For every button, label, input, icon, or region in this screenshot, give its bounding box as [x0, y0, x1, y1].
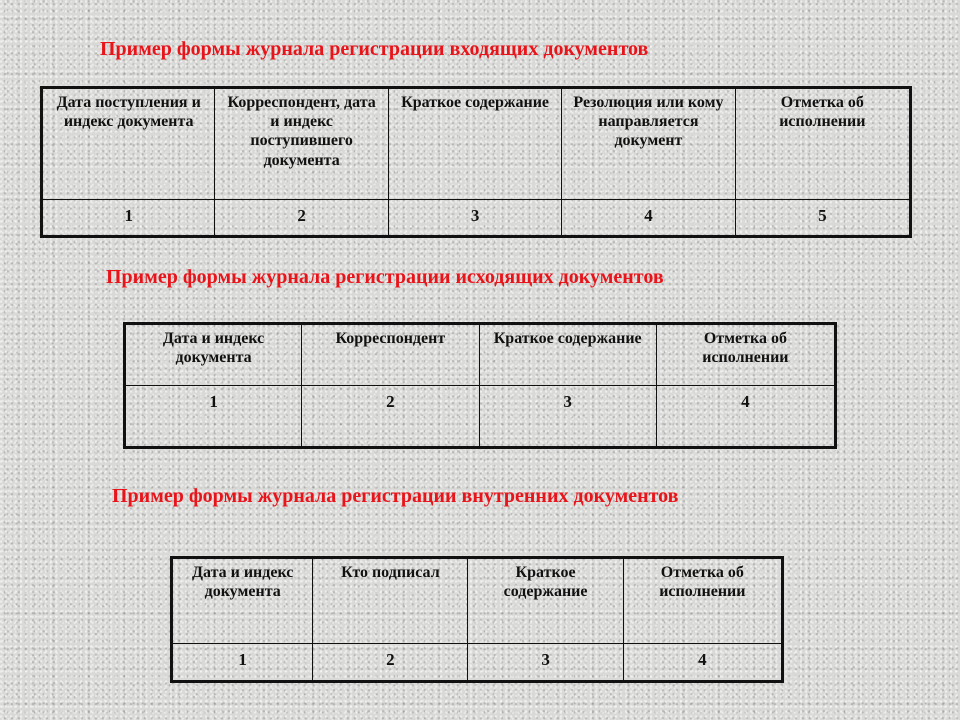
column-number-cell: 2: [302, 386, 479, 448]
column-number-cell: 4: [623, 644, 782, 682]
header-cell: Дата и индекс документа: [125, 324, 302, 386]
header-cell: Резолюция или кому направляется документ: [562, 88, 735, 200]
column-number-cell: 3: [479, 386, 656, 448]
column-number-cell: 3: [388, 200, 561, 237]
column-number-cell: 1: [125, 386, 302, 448]
header-cell: Краткое содержание: [468, 558, 623, 644]
column-number-cell: 4: [562, 200, 735, 237]
table-header-row: [125, 324, 836, 386]
column-number-cell: 5: [735, 200, 910, 237]
table-row: [42, 200, 911, 237]
table-row: [172, 644, 783, 682]
internal-journal-title: Пример формы журнала регистрации внутренних документов: [112, 485, 679, 507]
column-number-cell: 1: [172, 644, 313, 682]
header-cell: Краткое содержание: [388, 88, 561, 200]
header-cell: Дата поступления и индекс документа: [42, 88, 215, 200]
column-number-cell: 2: [215, 200, 389, 237]
table-header-row: [172, 558, 783, 644]
table-header-row: [42, 88, 911, 200]
incoming-journal-table: [40, 86, 912, 238]
header-cell: Корреспондент, дата и индекс поступившего документа: [215, 88, 389, 200]
header-cell: Дата и индекс документа: [172, 558, 313, 644]
incoming-journal-title: Пример формы журнала регистрации входящих документов: [100, 38, 649, 60]
column-number-cell: 1: [42, 200, 215, 237]
outgoing-journal-table: [123, 322, 837, 449]
header-cell: Краткое содержание: [479, 324, 656, 386]
column-number-cell: 2: [313, 644, 468, 682]
header-cell: Кто подписал: [313, 558, 468, 644]
column-number-cell: 4: [656, 386, 835, 448]
column-number-cell: 3: [468, 644, 623, 682]
header-cell: Отметка об исполнении: [735, 88, 910, 200]
outgoing-journal-title: Пример формы журнала регистрации исходящих документов: [106, 266, 664, 288]
header-cell: Отметка об исполнении: [656, 324, 835, 386]
table-row: [125, 386, 836, 448]
header-cell: Корреспондент: [302, 324, 479, 386]
header-cell: Отметка об исполнении: [623, 558, 782, 644]
internal-journal-table: [170, 556, 784, 683]
